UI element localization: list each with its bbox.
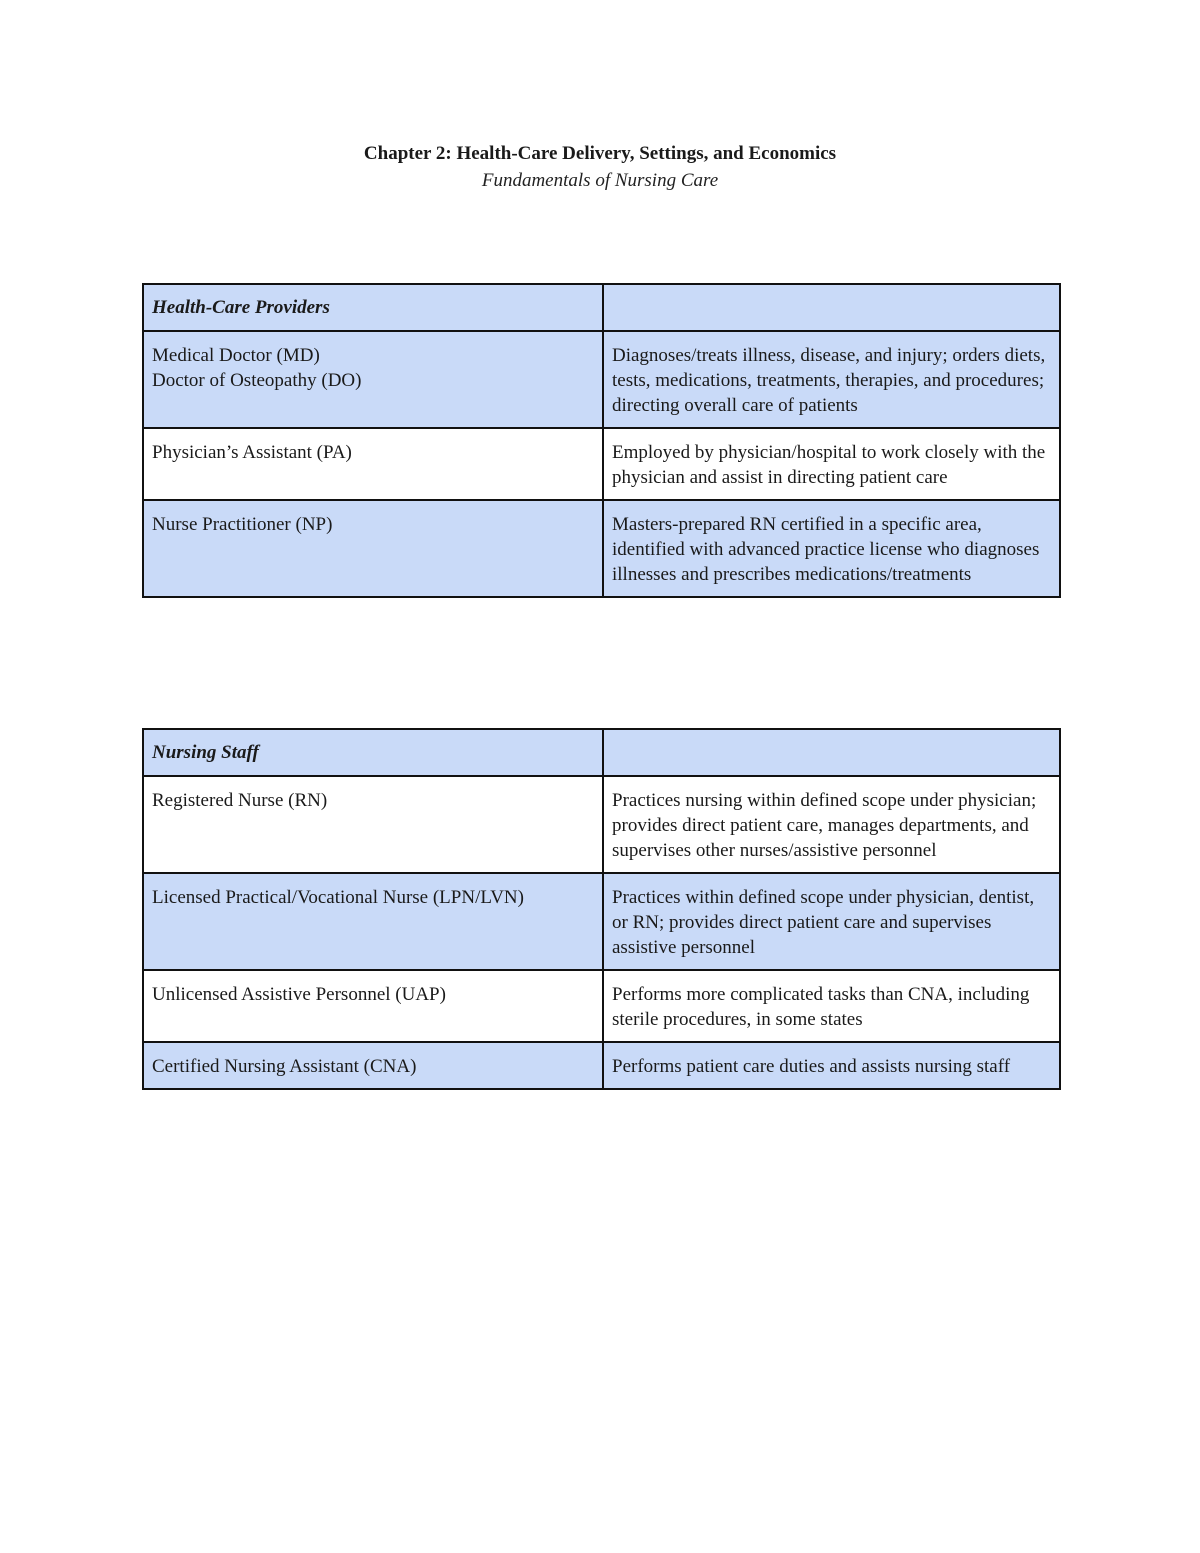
document-title: Chapter 2: Health-Care Delivery, Settings, and Economics (363, 143, 837, 164)
description-cell: Diagnoses/treats illness, disease, and injury; orders diets, tests, medications, treatments, therapies, and procedures; directing overall care of patients (603, 331, 1060, 428)
description-cell: Performs patient care duties and assists nursing staff (603, 1042, 1060, 1089)
role-cell: Certified Nursing Assistant (CNA) (143, 1042, 603, 1089)
table-row (143, 970, 1060, 1042)
table-row (143, 500, 1060, 597)
table-header-row (143, 284, 1060, 331)
description-cell: Performs more complicated tasks than CNA, including sterile procedures, in some states (603, 970, 1060, 1042)
description-cell: Practices nursing within defined scope under physician; provides direct patient care, manages departments, and supervises other nurses/assistive personnel (603, 776, 1060, 873)
role-cell: Unlicensed Assistive Personnel (UAP) (143, 970, 603, 1042)
table-row (143, 873, 1060, 970)
role-cell: Medical Doctor (MD) Doctor of Osteopathy (DO) (143, 331, 603, 428)
page-header (0, 141, 1200, 195)
table-header-cell-right (603, 284, 1060, 331)
role-cell: Physician’s Assistant (PA) (143, 428, 603, 500)
table-header-cell-right (603, 729, 1060, 776)
table-row (143, 776, 1060, 873)
table-row (143, 428, 1060, 500)
nursing-staff-table (142, 728, 1061, 1090)
health-care-providers-table (142, 283, 1061, 598)
role-cell: Registered Nurse (RN) (143, 776, 603, 873)
role-cell: Nurse Practitioner (NP) (143, 500, 603, 597)
description-cell: Employed by physician/hospital to work closely with the physician and assist in directing patient care (603, 428, 1060, 500)
table-row (143, 1042, 1060, 1089)
table-header-cell: Health-Care Providers (143, 284, 603, 331)
document-subtitle: Fundamentals of Nursing Care (481, 170, 719, 191)
role-cell: Licensed Practical/Vocational Nurse (LPN/LVN) (143, 873, 603, 970)
description-cell: Practices within defined scope under physician, dentist, or RN; provides direct patient care and supervises assistive personnel (603, 873, 1060, 970)
description-cell: Masters-prepared RN certified in a specific area, identified with advanced practice license who diagnoses illnesses and prescribes medications/treatments (603, 500, 1060, 597)
table-header-row (143, 729, 1060, 776)
table-row (143, 331, 1060, 428)
table-header-cell: Nursing Staff (143, 729, 603, 776)
